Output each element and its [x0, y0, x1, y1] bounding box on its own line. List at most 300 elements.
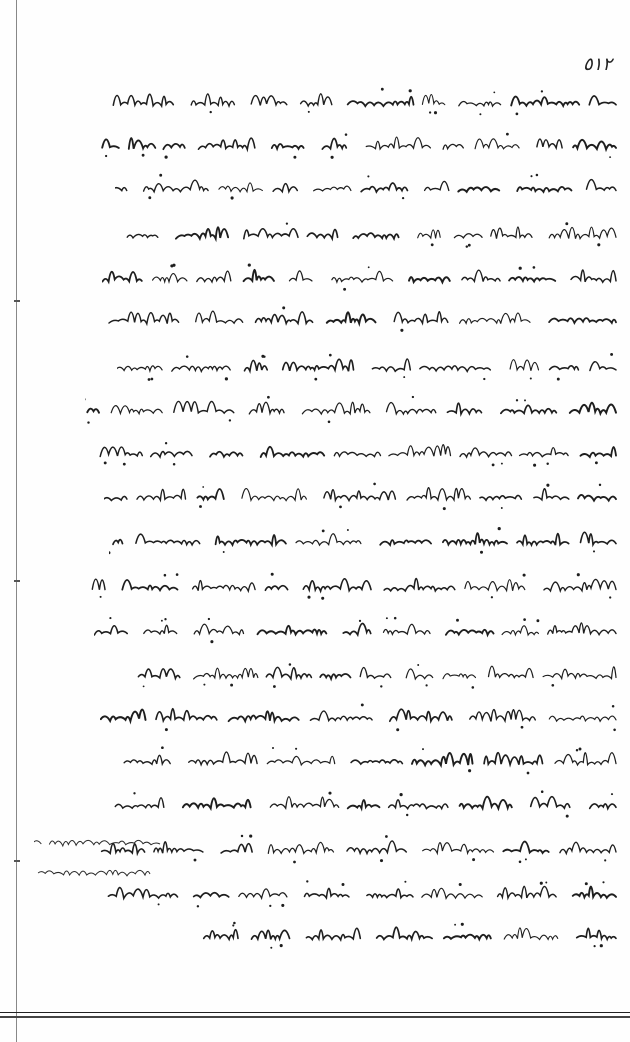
handwritten-word: [303, 579, 371, 591]
handwritten-dot: [322, 529, 325, 532]
handwritten-dot: [210, 640, 213, 643]
handwritten-word: [458, 187, 499, 192]
handwritten-word: [290, 271, 312, 281]
handwritten-word: [176, 227, 228, 238]
handwritten-dot: [516, 399, 518, 401]
handwritten-dot: [565, 222, 568, 225]
handwritten-dot: [158, 903, 160, 905]
handwritten-word: [407, 488, 470, 500]
handwritten-word: [509, 277, 555, 281]
handwritten-word: [183, 798, 251, 808]
handwritten-word: [510, 360, 538, 371]
handwritten-dot: [519, 861, 522, 864]
handwritten-dot: [231, 196, 234, 199]
handwritten-word: [475, 139, 519, 149]
handwritten-dot: [599, 484, 601, 486]
handwritten-dot: [230, 684, 233, 687]
handwritten-word: [283, 359, 354, 371]
handwritten-word: [144, 625, 177, 634]
handwritten-word: [422, 95, 444, 105]
handwritten-word: [537, 139, 562, 148]
handwritten-word: [115, 188, 127, 191]
handwritten-dot: [536, 174, 539, 177]
handwritten-word: [581, 532, 617, 544]
handwritten-dot: [123, 463, 126, 466]
handwritten-word: [94, 626, 127, 635]
handwritten-dot: [527, 772, 530, 775]
handwritten-word: [156, 709, 217, 721]
handwritten-word: [314, 186, 351, 191]
handwritten-dot: [293, 156, 296, 159]
handwritten-dot: [85, 398, 86, 401]
handwritten-word: [151, 451, 192, 457]
handwritten-word: [320, 674, 350, 679]
handwritten-dot: [551, 684, 554, 687]
handwritten-word: [327, 312, 376, 323]
handwritten-word: [261, 447, 325, 457]
handwritten-dot: [461, 923, 464, 926]
handwritten-dot: [540, 882, 543, 885]
handwritten-word: [129, 138, 156, 149]
handwritten-word: [137, 489, 186, 500]
handwritten-word: [310, 711, 372, 721]
handwritten-word: [194, 668, 258, 679]
handwritten-dot: [429, 111, 431, 113]
handwritten-dot: [498, 527, 501, 530]
handwritten-word: [144, 180, 209, 192]
handwritten-dot: [109, 551, 110, 554]
handwritten-word: [570, 403, 616, 414]
handwritten-dot: [368, 266, 370, 268]
handwritten-word: [460, 448, 512, 457]
handwritten-dot: [456, 619, 459, 622]
handwritten-word: [210, 452, 243, 457]
handwritten-word: [573, 140, 616, 149]
handwritten-dot: [611, 793, 613, 795]
handwritten-dot: [557, 378, 560, 381]
handwritten-word: [305, 888, 349, 897]
handwritten-word: [577, 928, 616, 939]
handwritten-word: [454, 234, 482, 238]
handwritten-word: [92, 579, 105, 590]
handwritten-dot: [359, 620, 361, 622]
handwritten-dot: [208, 618, 210, 620]
handwritten-dot: [530, 175, 532, 177]
handwritten-dot: [386, 617, 388, 619]
handwritten-dot: [293, 861, 296, 864]
handwritten-dot: [501, 507, 503, 509]
handwritten-dot: [105, 155, 107, 157]
handwritten-word: [265, 586, 287, 591]
handwritten-word: [193, 581, 256, 592]
handwritten-word: [589, 96, 616, 105]
handwritten-dot: [483, 378, 485, 380]
handwritten-word: [394, 312, 448, 324]
handwritten-word: [273, 184, 297, 192]
handwritten-dot: [468, 244, 471, 247]
handwritten-dot: [241, 835, 243, 837]
handwriting-strokes: [117, 342, 620, 382]
handwritten-word: [244, 229, 298, 239]
handwritten-word: [229, 711, 299, 721]
handwritten-line: [96, 430, 620, 470]
handwritten-word: [470, 710, 536, 722]
handwritten-line: [85, 386, 620, 426]
handwritten-dot: [612, 705, 615, 708]
handwritten-dot: [394, 617, 397, 620]
handwritten-word: [199, 138, 255, 149]
handwritten-dot: [280, 944, 283, 947]
handwritten-dot: [468, 769, 471, 772]
handwritten-dot: [609, 156, 611, 158]
handwritten-word: [534, 489, 569, 500]
handwritten-word: [555, 753, 616, 765]
handwritten-line: [110, 210, 620, 250]
handwritten-dot: [602, 881, 604, 883]
handwritten-dot: [576, 749, 578, 751]
handwritten-word: [332, 271, 393, 282]
handwritten-dot: [342, 883, 345, 886]
handwritten-dot: [566, 815, 569, 818]
handwritten-dot: [593, 550, 595, 552]
handwritten-dot: [523, 574, 526, 577]
handwritten-dot: [472, 686, 475, 689]
handwritten-word: [361, 183, 407, 192]
handwritten-word: [216, 535, 286, 545]
handwritten-line: [111, 738, 620, 778]
handwritten-word: [418, 230, 441, 238]
handwritten-dot: [194, 859, 197, 862]
handwritten-dot: [161, 746, 164, 749]
marginal-word: [38, 870, 150, 875]
handwritten-dot: [533, 266, 536, 269]
handwritten-word: [244, 270, 274, 281]
page-number: ٥١٢: [582, 54, 612, 75]
handwritten-word: [347, 841, 406, 853]
handwritten-word: [484, 753, 542, 765]
handwritten-line: [117, 650, 620, 690]
handwritten-word: [219, 183, 263, 192]
handwritten-dot: [87, 421, 89, 423]
handwritten-dot: [524, 399, 526, 401]
handwritten-dot: [516, 113, 519, 116]
handwritten-dot: [491, 596, 493, 598]
handwritten-dot: [281, 904, 284, 907]
marginal-note: [34, 856, 154, 884]
handwritten-dot: [133, 792, 135, 794]
handwritten-dot: [203, 684, 205, 686]
handwritten-dot: [329, 354, 332, 357]
handwritten-dot: [409, 89, 412, 92]
marginal-note: [34, 826, 164, 854]
handwritten-word: [444, 935, 491, 940]
handwritten-word: [390, 709, 452, 721]
handwritten-dot: [249, 835, 252, 838]
handwritten-dot: [454, 924, 456, 926]
handwritten-dot: [403, 376, 405, 378]
handwritten-word: [104, 496, 127, 500]
edge-mark: [14, 860, 20, 862]
handwritten-word: [387, 403, 436, 414]
handwritten-word: [412, 753, 473, 765]
handwritten-word: [480, 495, 521, 500]
handwritten-dot: [480, 551, 483, 554]
handwritten-dot: [431, 243, 434, 246]
handwritten-word: [502, 626, 538, 635]
handwritten-dot: [271, 573, 274, 576]
handwriting-strokes: [100, 826, 620, 866]
handwritten-word: [108, 888, 177, 899]
handwritten-dot: [380, 859, 383, 862]
handwritten-dot: [402, 197, 404, 199]
handwritten-dot: [597, 243, 600, 246]
marginal-word: [34, 840, 160, 846]
handwritten-word: [571, 270, 616, 282]
handwritten-dot: [282, 306, 285, 309]
handwritten-word: [117, 366, 162, 371]
handwritten-line: [100, 782, 620, 822]
handwritten-word: [587, 180, 617, 191]
handwritten-dot: [339, 506, 342, 509]
handwritten-word: [296, 534, 361, 545]
handwritten-dot: [173, 463, 176, 466]
handwritten-word: [420, 366, 490, 372]
handwritten-dot: [109, 617, 111, 619]
handwritten-dot: [286, 222, 288, 224]
handwritten-word: [302, 402, 370, 414]
handwritten-word: [272, 144, 304, 149]
handwritten-dot: [361, 703, 364, 706]
handwritten-word: [447, 403, 481, 414]
handwritten-dot: [148, 378, 151, 381]
handwritten-dot: [373, 483, 376, 486]
handwritten-dot: [164, 618, 166, 620]
handwritten-line: [115, 166, 620, 206]
handwritten-dot: [176, 573, 179, 576]
handwritten-word: [549, 716, 616, 721]
handwritten-dot: [199, 505, 202, 508]
bottom-rule-thick: [0, 1016, 630, 1018]
handwriting-strokes: [94, 606, 620, 646]
handwritten-word: [531, 797, 570, 808]
handwritten-word: [113, 540, 123, 545]
handwritten-dot: [579, 748, 582, 751]
handwriting-strokes: [117, 650, 620, 690]
handwritten-word: [127, 234, 158, 237]
handwritten-word: [245, 360, 268, 371]
handwritten-line: [117, 342, 620, 382]
handwritten-word: [268, 842, 333, 853]
handwriting-strokes: [89, 562, 620, 602]
handwritten-word: [460, 313, 530, 324]
handwritten-word: [511, 97, 579, 106]
handwritten-dot: [270, 947, 272, 949]
handwritten-dot: [396, 728, 399, 731]
bottom-rule: [0, 1012, 630, 1013]
handwritten-word: [580, 447, 616, 457]
handwritten-dot: [530, 377, 532, 379]
handwritten-dot: [412, 396, 414, 398]
handwritten-word: [322, 139, 346, 150]
handwritten-word: [194, 624, 243, 634]
handwritten-dot: [142, 154, 145, 157]
handwritten-word: [489, 666, 534, 677]
handwritten-word: [425, 181, 449, 190]
handwritten-word: [367, 889, 413, 898]
handwritten-word: [174, 401, 234, 413]
handwritten-word: [194, 893, 229, 898]
handwritten-dot: [328, 792, 331, 795]
handwritten-dot: [164, 574, 167, 577]
handwritten-word: [324, 490, 396, 501]
handwritten-dot: [343, 288, 346, 291]
handwritten-dot: [545, 882, 547, 884]
handwritten-dot: [541, 790, 544, 793]
handwriting-strokes: [102, 254, 620, 294]
handwritten-dot: [600, 944, 603, 947]
handwritten-dot: [223, 551, 225, 553]
handwritten-word: [138, 669, 179, 679]
handwritten-word: [191, 94, 234, 106]
handwritten-word: [242, 489, 307, 501]
handwriting-strokes: [96, 430, 620, 470]
handwritten-word: [465, 580, 525, 591]
handwriting-strokes: [100, 298, 620, 338]
handwritten-word: [172, 366, 230, 371]
handwritten-dot: [345, 133, 348, 136]
handwritten-line: [100, 78, 620, 118]
handwritten-dot: [210, 111, 212, 113]
handwritten-dot: [159, 174, 162, 177]
handwritten-word: [115, 798, 164, 808]
handwritten-word: [520, 448, 569, 457]
handwritten-word: [197, 489, 223, 500]
handwriting-strokes: [100, 78, 620, 118]
handwritten-word: [389, 800, 448, 809]
handwritten-dot: [609, 596, 611, 598]
handwritten-line: [89, 562, 620, 602]
handwritten-word: [380, 540, 431, 545]
handwritten-word: [544, 579, 616, 591]
handwritten-word: [252, 930, 290, 939]
handwritten-word: [549, 318, 616, 323]
handwritten-dot: [269, 905, 271, 907]
handwritten-dot: [331, 156, 334, 159]
handwritten-dot: [307, 596, 310, 599]
handwritten-word: [384, 624, 431, 634]
handwritten-dot: [367, 175, 369, 177]
handwritten-word: [550, 366, 579, 370]
handwritten-word: [267, 756, 334, 765]
handwriting-strokes: [111, 738, 620, 778]
handwritten-word: [548, 623, 616, 635]
handwritten-word: [307, 230, 337, 239]
handwritten-dot: [425, 684, 427, 686]
handwritten-word: [578, 495, 616, 501]
handwritten-word: [113, 94, 173, 106]
handwritten-word: [389, 445, 451, 457]
handwritten-word: [517, 534, 569, 546]
handwritten-dot: [613, 729, 616, 732]
handwriting-strokes: [98, 122, 620, 162]
handwritten-dot: [533, 464, 536, 467]
handwritten-dot: [143, 685, 145, 687]
handwritten-dot: [248, 264, 251, 267]
handwritten-word: [446, 630, 494, 635]
handwritten-word: [384, 579, 455, 591]
handwriting-strokes: [100, 870, 620, 910]
handwritten-dot: [404, 881, 406, 883]
handwriting-strokes: [104, 474, 620, 514]
handwritten-word: [163, 144, 185, 149]
handwritten-word: [372, 359, 410, 371]
handwritten-dot: [501, 463, 503, 465]
handwritten-dot: [595, 461, 598, 464]
handwritten-word: [204, 930, 238, 940]
handwritten-dot: [546, 462, 548, 464]
handwritten-dot: [466, 245, 468, 247]
handwritten-word: [249, 402, 284, 414]
handwritten-word: [443, 533, 507, 544]
handwritten-word: [239, 889, 287, 898]
handwritten-word: [197, 271, 231, 282]
handwritten-dot: [585, 882, 588, 885]
handwritten-dot: [536, 619, 539, 622]
handwritten-word: [549, 227, 616, 239]
handwritten-dot: [308, 111, 310, 113]
handwritten-dot: [479, 113, 481, 115]
handwritten-word: [109, 312, 179, 324]
handwritten-dot: [165, 156, 168, 159]
handwritten-word: [196, 311, 243, 323]
handwriting-strokes: [100, 694, 620, 734]
handwriting-strokes: [85, 386, 620, 426]
marginal-strokes: [34, 856, 154, 884]
handwritten-word: [406, 669, 433, 679]
handwritten-word: [491, 227, 532, 239]
handwritten-word: [334, 452, 380, 457]
handwritten-word: [503, 842, 548, 853]
handwritten-dot: [546, 484, 549, 487]
handwritten-dot: [604, 859, 606, 861]
page-edge-left: [16, 0, 17, 1042]
handwritten-dot: [385, 835, 388, 838]
handwritten-dot: [289, 663, 292, 666]
handwritten-dot: [295, 748, 297, 750]
handwritten-dot: [525, 858, 527, 860]
handwritten-dot: [151, 378, 154, 381]
handwritten-dot: [321, 597, 324, 600]
handwritten-dot: [400, 329, 403, 332]
handwritten-dot: [172, 264, 175, 267]
handwritten-word: [256, 312, 313, 323]
handwritten-dot: [272, 747, 274, 749]
handwritten-word: [462, 270, 500, 281]
handwritten-dot: [422, 748, 424, 750]
handwritten-word: [353, 233, 398, 239]
handwritten-word: [124, 755, 170, 764]
handwritten-word: [422, 888, 482, 898]
handwritten-word: [306, 928, 360, 940]
handwritten-word: [590, 804, 616, 809]
handwritten-dot: [165, 728, 168, 731]
handwriting-strokes: [110, 210, 620, 250]
handwritten-dot: [381, 88, 384, 91]
handwritten-word: [504, 928, 558, 940]
handwritten-dot: [202, 486, 204, 488]
handwritten-line: [98, 122, 620, 162]
handwritten-dot: [434, 111, 437, 114]
